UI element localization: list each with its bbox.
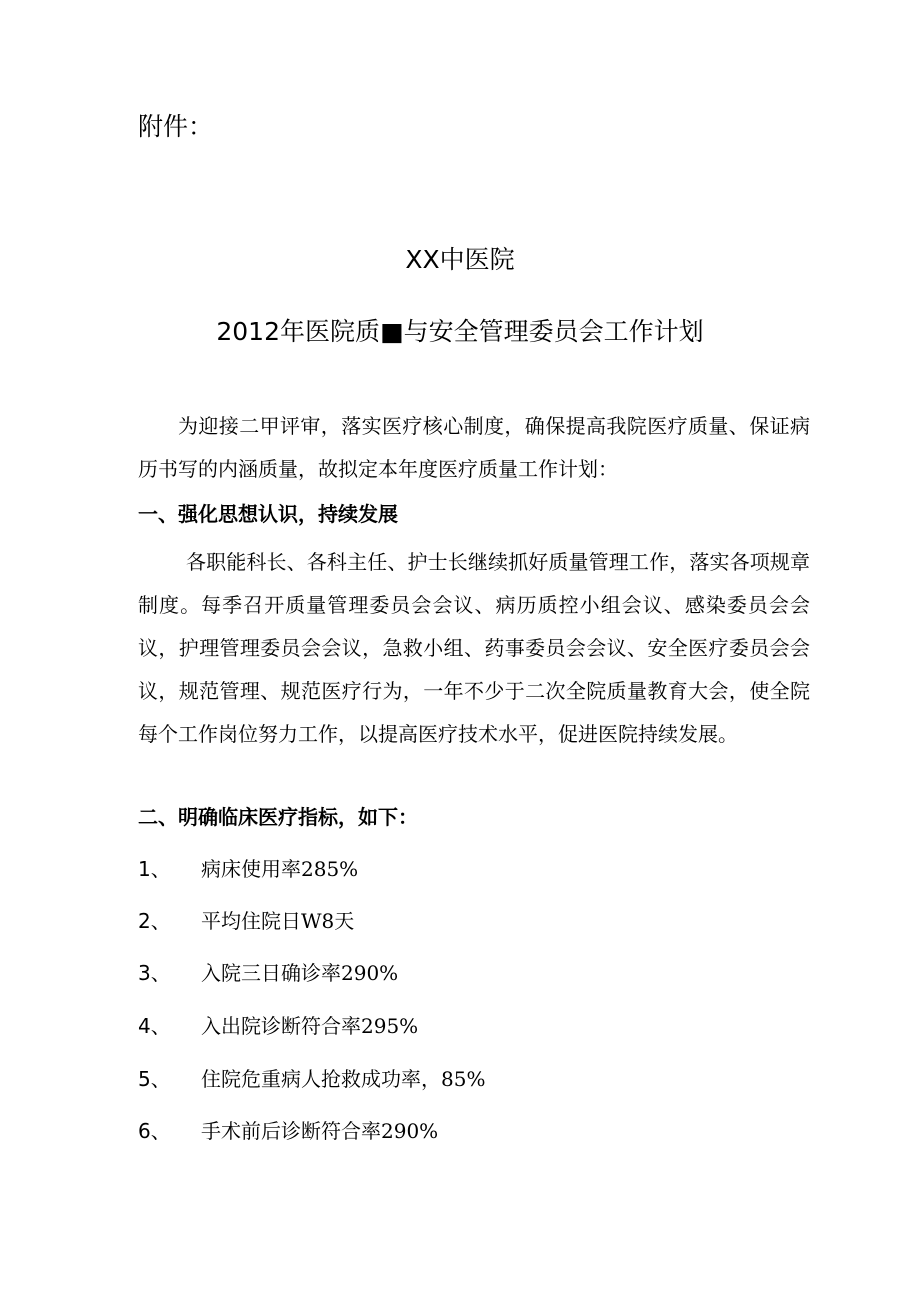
attachment-label: 附件： [138, 112, 214, 141]
indicator-text: 住院危重病人抢救成功率，85% [201, 1067, 486, 1091]
indicator-text: 平均住院日W8天 [201, 909, 355, 933]
indicator-text: 入院三日确诊率290% [201, 961, 399, 985]
indicator-number: 1、 [138, 857, 171, 881]
indicator-number: 6、 [138, 1119, 171, 1143]
document-title-plan: 2012年医院质■与安全管理委员会工作计划 [216, 317, 704, 346]
indicator-text: 入出院诊断符合率295% [201, 1014, 419, 1038]
indicator-text: 手术前后诊断符合率290% [201, 1119, 439, 1143]
indicator-text: 病床使用率285% [201, 857, 359, 881]
indicator-number: 3、 [138, 961, 171, 985]
section-1-body: 各职能科长、各科主任、护士长继续抓好质量管理工作，落实各项规章制度。每季召开质量管理委员会会议、病历质控小组会议、感染委员会会议，护理管理委员会会议，急救小组、药事委员会会议、安全医疗委员会会议，规范管理、规范医疗行为，一年不少于二次全院质量教育大会，使全院每个工作岗位努力工作，以提高医疗技术水平，促进医院持续发展。 [138, 550, 810, 746]
document-title-hospital: XX中医院 [405, 245, 515, 274]
section-2-heading: 二、明确临床医疗指标，如下： [138, 805, 418, 829]
indicator-number: 5、 [138, 1067, 171, 1091]
indicator-number: 2、 [138, 909, 171, 933]
indicator-number: 4、 [138, 1014, 171, 1038]
intro-paragraph: 为迎接二甲评审，落实医疗核心制度，确保提高我院医疗质量、保证病历书写的内涵质量，故拟定本年度医疗质量工作计划： [138, 414, 810, 481]
section-1-heading: 一、强化思想认识，持续发展 [138, 502, 398, 526]
